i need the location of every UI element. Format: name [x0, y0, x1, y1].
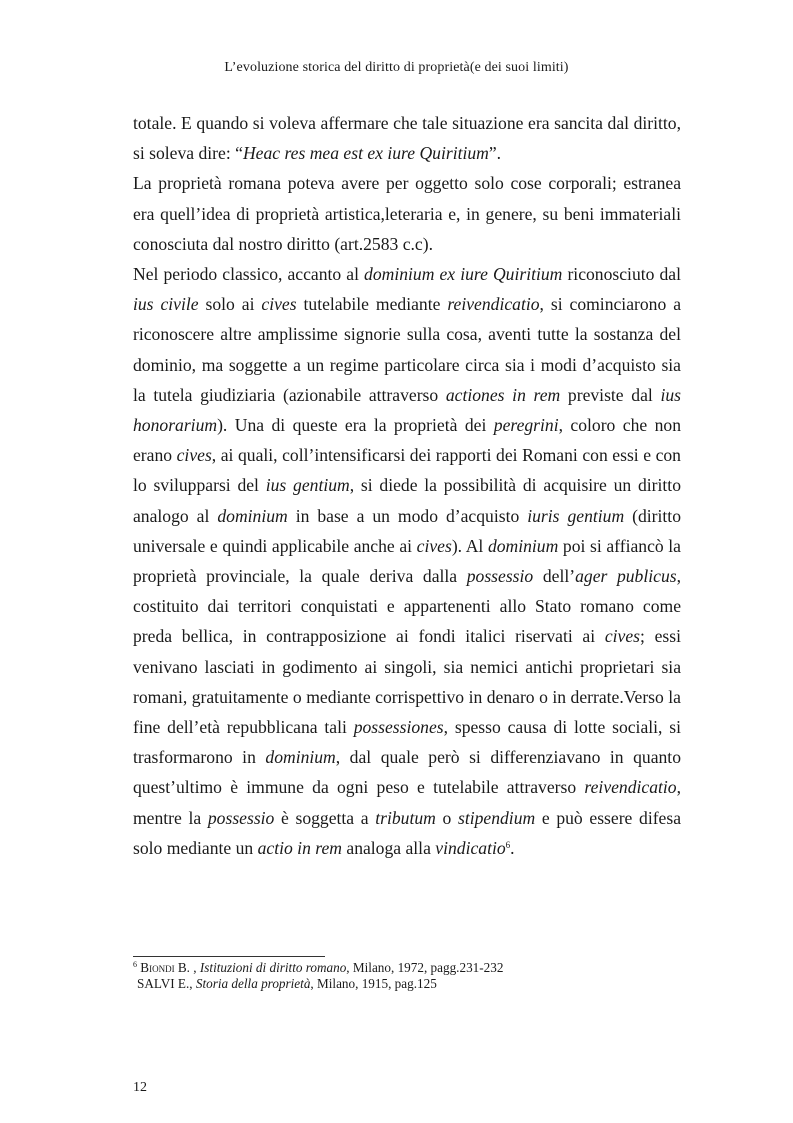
- running-header: L’evoluzione storica del diritto di proprietà(e dei suoi limiti): [224, 60, 569, 75]
- italic-term: possessio: [207, 807, 275, 828]
- italic-term: dominium ex iure Quiritium: [364, 264, 563, 285]
- footnote-author: SALVI E.,: [137, 976, 196, 991]
- text-run: analoga alla: [341, 837, 436, 858]
- text-run: solo ai: [198, 294, 262, 315]
- footnote-author: Biondi: [140, 960, 175, 975]
- italic-term: cives: [261, 294, 297, 315]
- italic-term: actiones in rem: [445, 384, 561, 405]
- text-run: previste dal: [560, 384, 661, 405]
- italic-term: cives: [176, 445, 212, 466]
- italic-term: iuris gentium: [527, 505, 625, 526]
- footnote-initial: B. ,: [174, 960, 200, 975]
- footnote-6-continued: [133, 976, 693, 992]
- italic-term: Heac res mea est ex iure Quiritium: [242, 143, 489, 164]
- text-run: , ai quali, coll’intensificarsi dei rapporti dei Romani con essi e con lo svilupparsi del: [133, 445, 681, 496]
- footnote-6: [133, 960, 693, 976]
- text-run: ). Una di queste era la proprietà dei: [217, 415, 494, 436]
- italic-term: actio in rem: [257, 837, 342, 858]
- italic-term: vindicatio: [435, 837, 506, 858]
- text-run: , spesso causa di lotte sociali, si trasformarono in: [133, 717, 681, 768]
- italic-term: stipendium: [457, 807, 536, 828]
- footnote-title: Storia della proprietà: [195, 976, 311, 991]
- text-run: in base a un modo d’acquisto: [287, 505, 528, 526]
- paragraph: [133, 168, 681, 259]
- italic-term: ius gentium: [265, 475, 350, 496]
- italic-term: reivendicatio: [584, 777, 677, 798]
- text-run: poi si affiancò la proprietà provinciale, la quale deriva dalla: [133, 535, 681, 587]
- text-run: riconosciuto dal: [562, 264, 681, 285]
- paragraph: [133, 108, 681, 168]
- footnote-publication: , Milano, 1972, pagg.231-232: [346, 960, 504, 975]
- text-run: è soggetta a: [274, 807, 376, 828]
- text-run: tutelabile mediante: [296, 294, 448, 315]
- italic-term: tributum: [375, 807, 436, 828]
- text-run: , costituito dai territori conquistati e appartenenti allo Stato romano come preda bellica, in contrapposizione ai fondi italici riservati ai: [133, 566, 681, 647]
- text-run: , dal quale però si differenziavano in quanto quest’ultimo è immune da ogni peso e tutelabile attraverso: [133, 747, 681, 798]
- italic-term: cives: [604, 626, 641, 647]
- italic-term: ager publicus: [575, 566, 677, 587]
- italic-term: ius civile: [133, 294, 199, 315]
- italic-term: dominium: [265, 747, 336, 768]
- text-run: totale. E quando si voleva affermare che tale situazione era sancita dal diritto, si soleva dire: “: [133, 113, 681, 164]
- footnote-separator: [133, 956, 325, 957]
- text-run: dell’: [533, 566, 576, 587]
- text-run: .: [510, 837, 515, 858]
- italic-term: reivendicatio: [447, 294, 540, 315]
- text-run: , coloro che non erano: [133, 415, 681, 466]
- italic-term: peregrini: [493, 415, 559, 436]
- footnote-publication: , Milano, 1915, pag.125: [310, 976, 437, 991]
- text-run: , mentre la: [133, 777, 681, 828]
- text-run: La proprietà romana poteva avere per oggetto solo cose corporali; estranea era quell’idea di proprietà artistica,leteraria e, in genere, su beni immateriali conosciuta dal nostro diritto (art.2583 c.c).: [133, 173, 681, 254]
- text-run: , si cominciarono a riconoscere altre amplissime signorie sulla cosa, aventi tutte la sostanza del dominio, ma soggette a un regime particolare circa sia i modi d’acquisto sia la tutela giudiziaria (azionabile attraverso: [133, 294, 681, 405]
- footnote-reference: 6: [505, 839, 511, 850]
- italic-term: possessiones: [353, 717, 444, 738]
- text-run: e può essere difesa solo mediante un: [133, 807, 682, 858]
- text-run: ”.: [488, 143, 502, 164]
- italic-term: dominium: [487, 535, 559, 556]
- text-run: ). Al: [451, 535, 488, 556]
- italic-term: cives: [416, 535, 452, 556]
- italic-term: ius honorarium: [133, 384, 681, 436]
- text-run: Nel periodo classico, accanto al: [133, 264, 365, 285]
- footnote-title: Istituzioni di diritto romano: [199, 960, 347, 975]
- text-run: , si diede la possibilità di acquisire un diritto analogo al: [133, 475, 681, 526]
- page-number: 12: [133, 1080, 147, 1095]
- text-run: o: [435, 807, 458, 828]
- body-text: [133, 108, 681, 863]
- footnote-marker: 6: [133, 960, 137, 969]
- italic-term: possessio: [466, 566, 534, 587]
- italic-term: dominium: [217, 505, 288, 526]
- footnotes: [133, 960, 693, 992]
- text-run: ; essi venivano lasciati in godimento ai singoli, sia nemici antichi proprietari sia romani, gratuitamente o mediante corrispettivo in denaro o in derrate.Verso la fine dell’età repubblicana tali: [133, 626, 682, 738]
- paragraph: [133, 259, 681, 863]
- text-run: (diritto universale e quindi applicabile anche ai: [133, 505, 681, 556]
